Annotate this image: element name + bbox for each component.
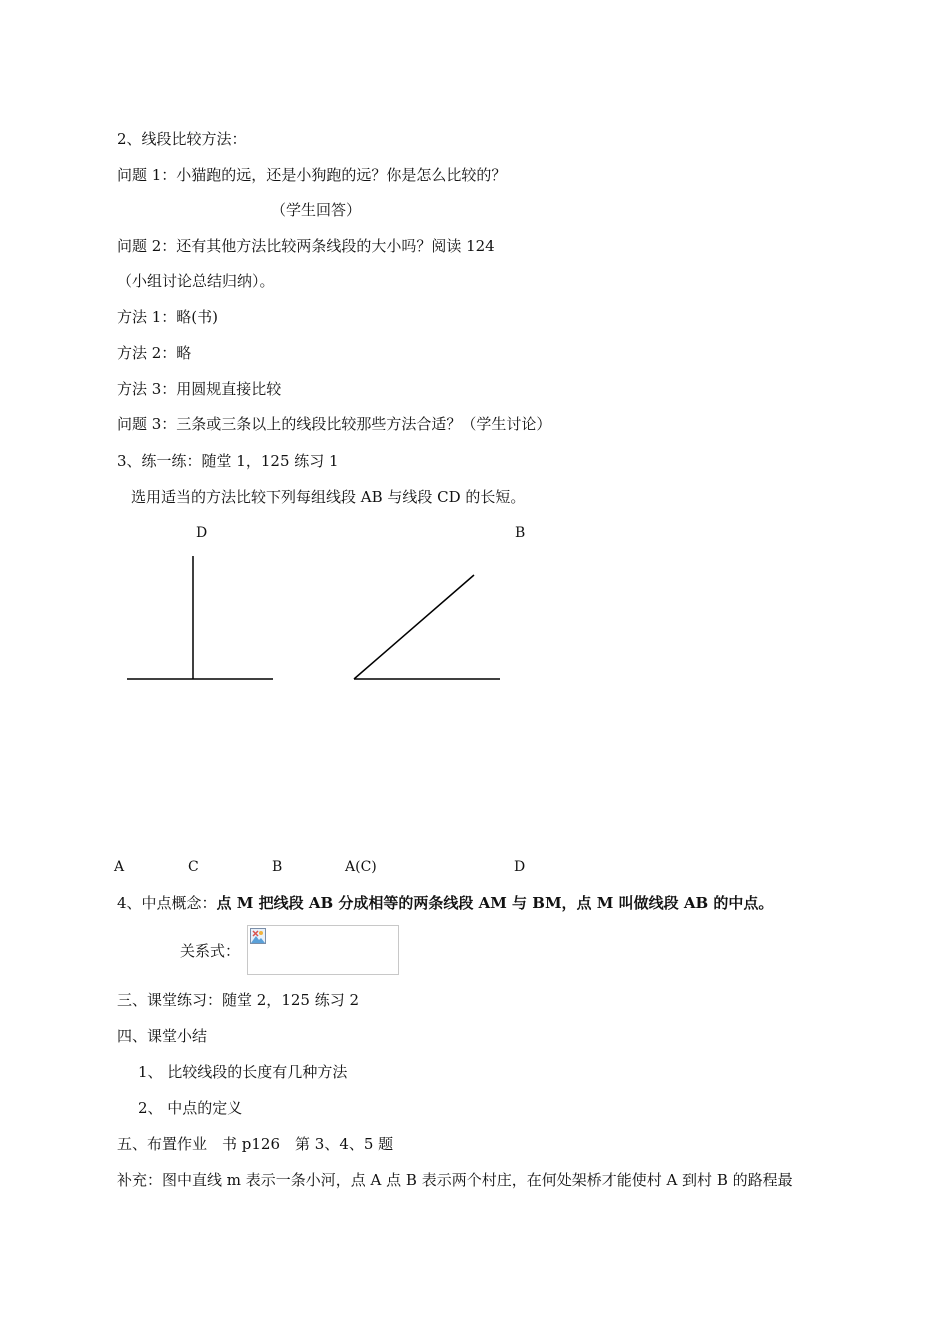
- section-3-classroom-practice: 三、课堂练习：随堂 2，125 练习 2: [117, 991, 360, 1009]
- group-discussion-note: （小组讨论总结归纳）。: [117, 272, 275, 290]
- figure-label-bottom-ac: A(C): [345, 859, 377, 875]
- figure-label-bottom-a: A: [114, 859, 125, 875]
- broken-image-icon: [250, 928, 266, 944]
- midpoint-heading: 4、中点概念：: [117, 894, 217, 912]
- midpoint-concept: [117, 893, 773, 913]
- method-2: 方法 2：略: [117, 344, 192, 362]
- supplement-problem: 补充：图中直线 m 表示一条小河，点 A 点 B 表示两个村庄，在何处架桥才能使村 A 到村 B 的路程最: [117, 1171, 793, 1189]
- midpoint-definition: 点 M 把线段 AB 分成相等的两条线段 AM 与 BM，点 M 叫做线段 AB 的中点。: [216, 894, 774, 912]
- section-4-summary: 四、课堂小结: [117, 1027, 208, 1045]
- section-5-homework: 五、布置作业 书 p126 第 3、4、5 题: [117, 1135, 394, 1153]
- practice-instruction: 选用适当的方法比较下列每组线段 AB 与线段 CD 的长短。: [131, 488, 526, 506]
- student-answer-note: （学生回答）: [271, 201, 362, 219]
- relation-image-placeholder: [247, 925, 399, 975]
- method-1: 方法 1：略(书): [117, 308, 219, 326]
- figure-label-bottom-d: D: [514, 859, 526, 875]
- summary-item-2: 2、 中点的定义: [138, 1099, 243, 1117]
- question-2: 问题 2：还有其他方法比较两条线段的大小吗？阅读 124: [117, 237, 495, 255]
- question-1: 问题 1：小猫跑的远，还是小狗跑的远？你是怎么比较的？: [117, 166, 507, 184]
- figure-label-top-d: D: [196, 525, 208, 541]
- slanted-segment: [354, 575, 474, 679]
- heading-practice: 3、练一练：随堂 1，125 练习 1: [117, 452, 339, 470]
- heading-segment-comparison: 2、线段比较方法：: [117, 130, 247, 148]
- figure-label-top-b: B: [515, 525, 526, 541]
- question-3: 问题 3：三条或三条以上的线段比较那些方法合适？（学生讨论）: [117, 415, 552, 433]
- figure-label-bottom-c: C: [188, 859, 199, 875]
- summary-item-1: 1、 比较线段的长度有几种方法: [138, 1063, 348, 1081]
- figure-label-bottom-b: B: [272, 859, 283, 875]
- relation-label: 关系式：: [180, 942, 241, 960]
- method-3: 方法 3：用圆规直接比较: [117, 380, 282, 398]
